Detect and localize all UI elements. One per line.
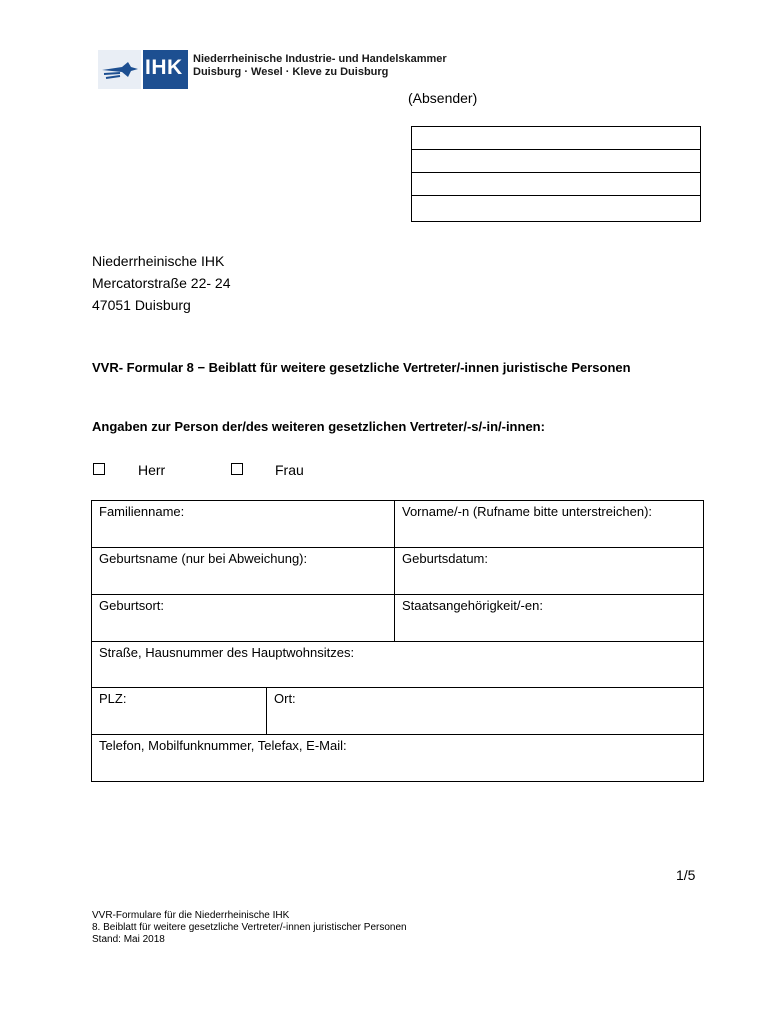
geburtsort-label: Geburtsort: [99, 598, 165, 613]
ort-field[interactable] [266, 688, 703, 734]
kontakt-label: Telefon, Mobilfunknummer, Telefax, E-Mail: [99, 738, 347, 753]
herr-checkbox[interactable] [93, 463, 105, 475]
org-line-2: Duisburg · Wesel · Kleve zu Duisburg [193, 66, 389, 78]
vorname-label: Vorname/-n (Rufname bitte unterstreichen): [402, 504, 653, 519]
staatsangehoerigkeit-field[interactable] [394, 595, 703, 641]
sender-box [411, 126, 701, 222]
footer-line-2: 8. Beiblatt für weitere gesetzliche Vertreter/-innen juristischer Personen [92, 922, 407, 933]
familienname-label: Familienname: [99, 504, 185, 519]
geburtsdatum-label: Geburtsdatum: [402, 551, 488, 566]
organization-name [193, 53, 447, 79]
frau-checkbox[interactable] [231, 463, 243, 475]
strasse-label: Straße, Hausnummer des Hauptwohnsitzes: [99, 645, 355, 660]
staatsangehoerigkeit-label: Staatsangehörigkeit/-en: [402, 598, 543, 613]
form-title: VVR- Formular 8 − Beiblatt für weitere gesetzliche Vertreter/-innen juristische Personen [92, 360, 631, 375]
ihk-logo [98, 50, 188, 89]
sender-label: (Absender) [408, 90, 478, 106]
familienname-field[interactable] [92, 501, 394, 547]
footer-line-1: VVR-Formulare für die Niederrheinische IHK [92, 910, 290, 921]
table-row [92, 735, 703, 781]
table-row [92, 595, 703, 642]
recipient-line-1: Niederrheinische IHK [92, 253, 225, 269]
recipient-address [92, 250, 231, 316]
table-row [92, 688, 703, 735]
recipient-line-2: Mercatorstraße 22- 24 [92, 275, 231, 291]
page-number: 1/5 [676, 867, 696, 883]
recipient-line-3: 47051 Duisburg [92, 297, 191, 313]
geburtsname-label: Geburtsname (nur bei Abweichung): [99, 551, 308, 566]
geburtsdatum-field[interactable] [394, 548, 703, 594]
table-row [92, 548, 703, 595]
herr-label: Herr [138, 462, 166, 478]
sender-line-2[interactable] [412, 150, 700, 173]
vorname-field[interactable] [394, 501, 703, 547]
org-line-1: Niederrheinische Industrie- und Handelskammer [193, 53, 447, 65]
footer-line-3: Stand: Mai 2018 [92, 934, 165, 945]
table-row [92, 642, 703, 688]
plz-field[interactable] [92, 688, 266, 734]
ort-label: Ort: [274, 691, 296, 706]
kontakt-field[interactable] [92, 735, 703, 781]
footer [92, 910, 407, 946]
table-row [92, 501, 703, 548]
person-data-table [91, 500, 704, 782]
strasse-field[interactable] [92, 642, 703, 687]
section-title: Angaben zur Person der/des weiteren gesetzlichen Vertreter/-s/-in/-innen: [92, 419, 545, 434]
geburtsname-field[interactable] [92, 548, 394, 594]
sender-line-4[interactable] [412, 196, 700, 219]
plz-label: PLZ: [99, 691, 127, 706]
geburtsort-field[interactable] [92, 595, 394, 641]
logo-wordmark: IHK [145, 56, 183, 79]
sender-line-3[interactable] [412, 173, 700, 196]
frau-label: Frau [275, 462, 304, 478]
sender-line-1[interactable] [412, 127, 700, 150]
